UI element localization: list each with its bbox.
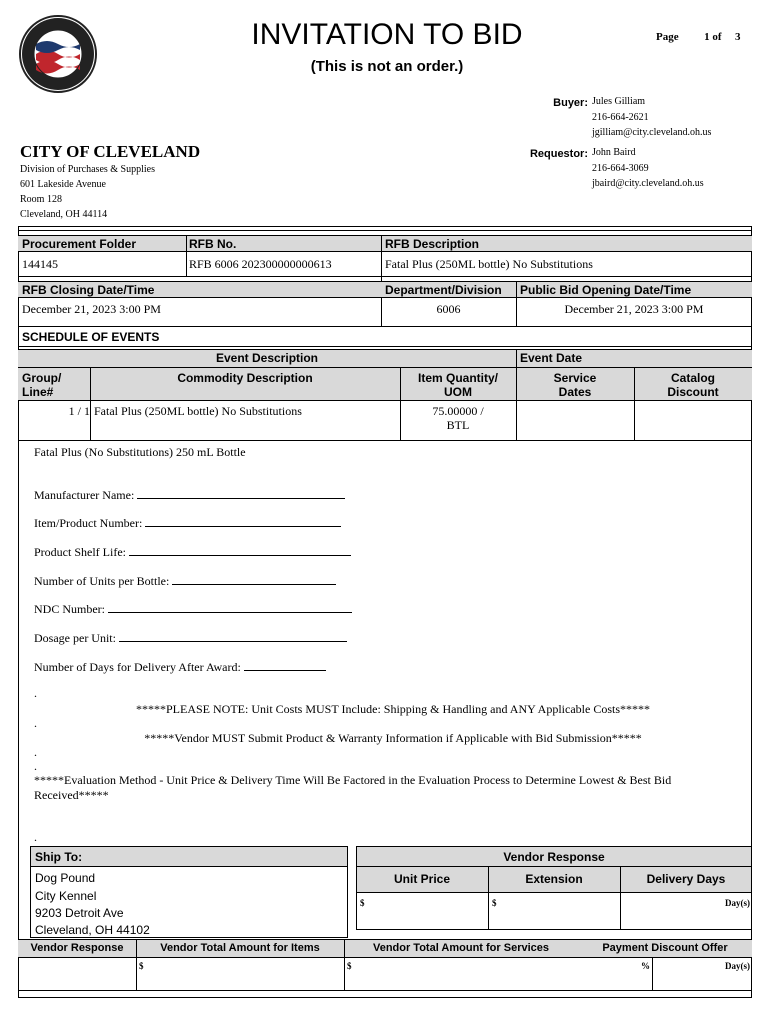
spacer-dot: .	[34, 830, 37, 844]
procurement-folder-value: 144145	[22, 257, 58, 271]
buyer-phone: 216-664-2621	[592, 112, 649, 123]
catalog-header-line2: Discount	[667, 385, 719, 399]
closing-date-header: RFB Closing Date/Time	[22, 283, 155, 297]
row-commodity: Fatal Plus (250ML bottle) No Substitutions	[94, 404, 302, 418]
dosage-field[interactable]	[34, 631, 347, 646]
document-subtitle: (This is not an order.)	[310, 58, 464, 75]
note-evaluation-line2: Received*****	[34, 788, 109, 802]
spacer-dot: .	[34, 745, 37, 759]
page-indicator	[656, 31, 741, 43]
rfb-no-value: RFB 6006 202300000000613	[189, 257, 332, 271]
procurement-folder-header: Procurement Folder	[22, 237, 137, 251]
group-header-line1: Group/	[22, 371, 62, 385]
vendor-response-title: Vendor Response	[503, 850, 605, 864]
footer-services-total-input[interactable]: $	[347, 961, 352, 971]
footer-services-total-header: Vendor Total Amount for Services	[372, 942, 550, 954]
unit-price-header: Unit Price	[393, 872, 450, 886]
rfb-description-value: Fatal Plus (250ML bottle) No Substitutions	[385, 257, 593, 271]
delivery-days-header: Delivery Days	[646, 872, 726, 886]
schedule-title: SCHEDULE OF EVENTS	[22, 330, 160, 344]
footer-vendor-response-input[interactable]	[20, 960, 134, 988]
extension-input[interactable]: $	[492, 898, 497, 908]
service-header-line1: Service	[553, 371, 597, 385]
dosage-label: Dosage per Unit:	[34, 631, 116, 645]
requestor-phone: 216-664-3069	[592, 163, 649, 174]
ship-to-line2: City Kennel	[35, 889, 97, 903]
event-description-header: Event Description	[215, 351, 319, 365]
org-name: CITY OF CLEVELAND	[20, 142, 201, 161]
org-room: Room 128	[20, 194, 62, 205]
delivery-days-field[interactable]	[34, 660, 326, 675]
units-per-bottle-label: Number of Units per Bottle:	[34, 574, 170, 588]
opening-date-header: Public Bid Opening Date/Time	[520, 283, 692, 297]
item-number-label: Item/Product Number:	[34, 516, 143, 530]
quantity-header-line1: Item Quantity/	[417, 371, 498, 385]
org-division: Division of Purchases & Supplies	[20, 164, 155, 175]
rfb-description-header: RFB Description	[385, 237, 480, 251]
manufacturer-label: Manufacturer Name:	[34, 488, 135, 502]
city-seal	[18, 14, 98, 94]
catalog-header-line1: Catalog	[670, 371, 715, 385]
top-rule	[18, 230, 752, 231]
spacer-dot: .	[34, 759, 37, 773]
closing-date-value: December 21, 2023 3:00 PM	[22, 302, 161, 316]
page-total: 3	[735, 31, 741, 43]
org-city: Cleveland, OH 44114	[20, 209, 108, 220]
buyer-name: Jules Gilliam	[592, 96, 646, 107]
divider	[136, 940, 137, 990]
shelf-life-field[interactable]	[34, 545, 351, 560]
group-header	[22, 371, 61, 399]
footer-discount-days-input[interactable]: Day(s)	[725, 961, 750, 971]
divider	[344, 940, 345, 990]
page-of: of	[712, 31, 722, 43]
manufacturer-field[interactable]	[34, 488, 345, 503]
shelf-life-label: Product Shelf Life:	[34, 545, 126, 559]
divider	[18, 990, 752, 991]
buyer-label: Buyer:	[553, 97, 588, 109]
row-quantity-value: 75.00000 /	[432, 404, 484, 418]
group-header-line2: Line#	[22, 385, 54, 399]
commodity-header: Commodity Description	[177, 371, 313, 385]
rfb-no-header: RFB No.	[189, 237, 237, 251]
item-number-field[interactable]	[34, 516, 341, 531]
document-title: INVITATION TO BID	[251, 18, 523, 51]
row-line-number: 1 / 1	[68, 404, 90, 418]
event-date-header: Event Date	[520, 351, 583, 365]
note-evaluation-method	[34, 773, 734, 803]
footer-items-total-input[interactable]: $	[139, 961, 144, 971]
catalog-discount-header	[634, 371, 752, 399]
footer-vendor-response-header: Vendor Response	[30, 942, 124, 954]
requestor-email[interactable]: jbaird@city.cleveland.oh.us	[592, 178, 704, 189]
quantity-header-line2: UOM	[444, 385, 472, 399]
item-description: Fatal Plus (No Substitutions) 250 mL Bottle	[34, 445, 246, 459]
org-street: 601 Lakeside Avenue	[20, 179, 106, 190]
service-dates-header	[516, 371, 634, 399]
delivery-days-label: Number of Days for Delivery After Award:	[34, 660, 241, 674]
quantity-header	[400, 371, 516, 399]
requestor-name: John Baird	[592, 147, 636, 158]
ship-to-title: Ship To:	[35, 850, 83, 864]
note-evaluation-line1: *****Evaluation Method - Unit Price & Delivery Time Will Be Factored in the Evaluation Process to Determine Lowest & Best Bid	[34, 773, 672, 787]
extension-header: Extension	[525, 872, 583, 886]
footer-discount-percent-input[interactable]: %	[641, 961, 650, 971]
divider	[18, 367, 752, 368]
ship-to-line1: Dog Pound	[35, 871, 96, 885]
unit-price-input[interactable]: $	[360, 898, 365, 908]
department-header: Department/Division	[385, 283, 502, 297]
buyer-email[interactable]: jgilliam@city.cleveland.oh.us	[592, 127, 712, 138]
divider	[18, 326, 752, 327]
spacer-dot: .	[34, 716, 37, 730]
footer-discount-header: Payment Discount Offer	[602, 942, 728, 954]
ndc-number-label: NDC Number:	[34, 602, 105, 616]
units-per-bottle-field[interactable]	[34, 574, 336, 589]
opening-date-value: December 21, 2023 3:00 PM	[564, 302, 704, 316]
note-vendor-submit: *****Vendor MUST Submit Product & Warranty Information if Applicable with Bid Submission*****	[144, 731, 642, 745]
ndc-number-field[interactable]	[34, 602, 352, 617]
divider	[186, 235, 187, 276]
divider	[18, 346, 752, 347]
divider	[18, 276, 752, 277]
note-unit-costs: *****PLEASE NOTE: Unit Costs MUST Include: Shipping & Handling and ANY Applicable Costs*****	[136, 702, 650, 716]
ship-to-line3: 9203 Detroit Ave	[35, 906, 124, 920]
page-number: 1	[704, 31, 710, 43]
divider	[18, 440, 752, 441]
service-header-line2: Dates	[558, 385, 592, 399]
divider	[652, 958, 653, 990]
ship-to-line4: Cleveland, OH 44102	[35, 923, 150, 937]
delivery-days-input[interactable]: Day(s)	[725, 898, 750, 908]
spacer-dot: .	[34, 686, 37, 700]
row-quantity	[400, 404, 516, 432]
row-uom-value: BTL	[446, 418, 470, 432]
divider	[357, 866, 751, 867]
page-label: Page	[656, 31, 679, 43]
requestor-label: Requestor:	[529, 148, 588, 160]
department-value: 6006	[436, 302, 461, 316]
footer-items-total-header: Vendor Total Amount for Items	[160, 942, 320, 954]
